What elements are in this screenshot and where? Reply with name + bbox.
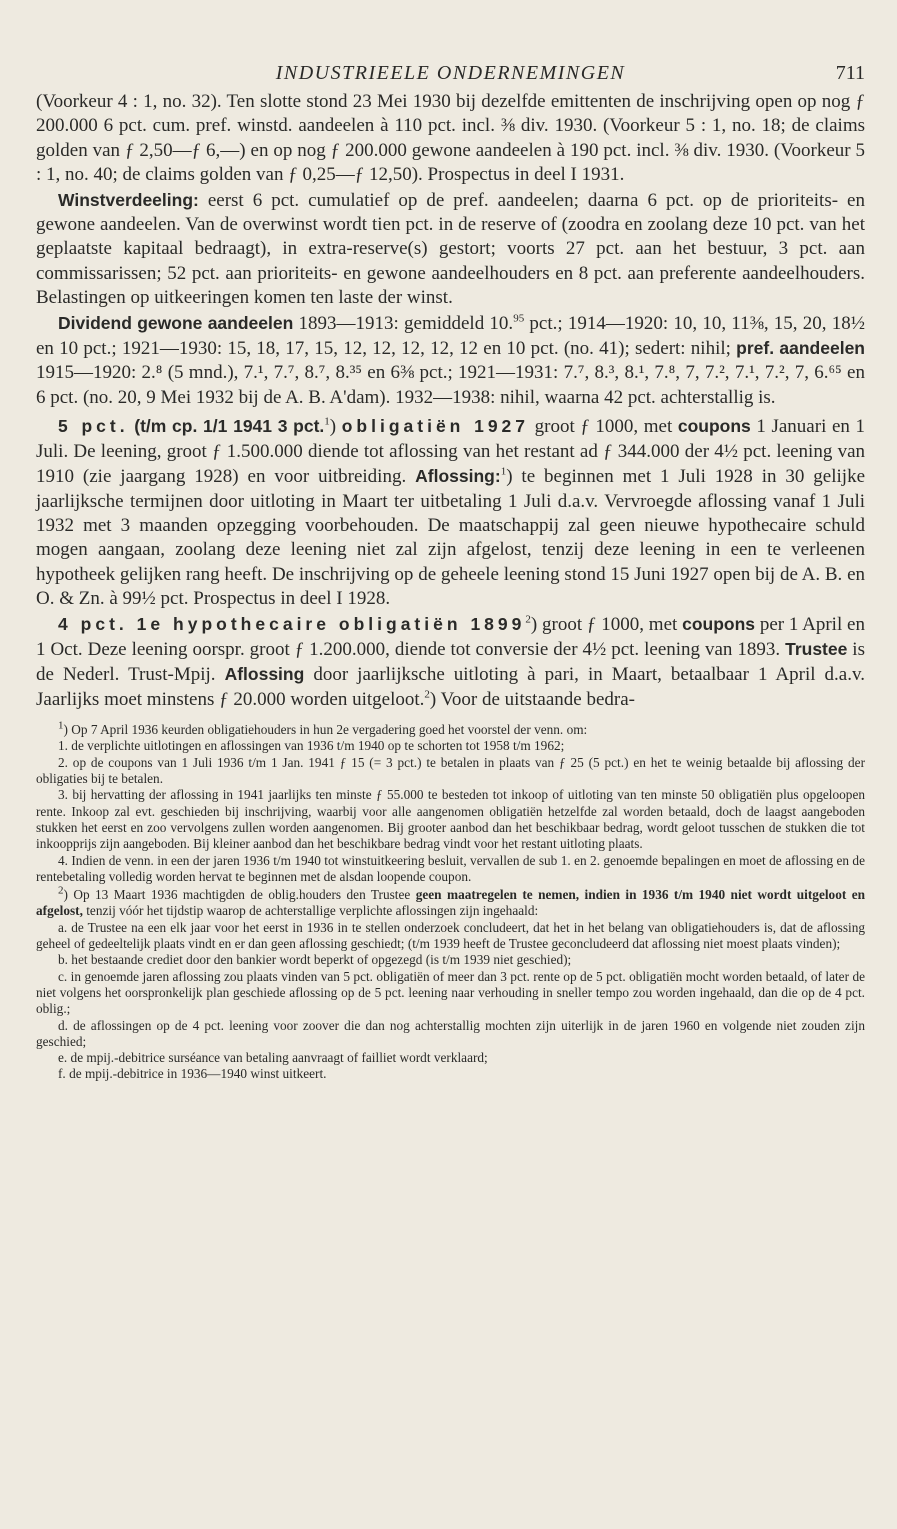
dividend-label: Dividend gewone aandeelen (58, 312, 294, 333)
footnote-2-text-a: ) Op 13 Maart 1936 machtigden de oblig.houders den Trustee (63, 887, 416, 903)
loan2-text-3: is de Nederl. Trust-Mpij. (36, 638, 865, 686)
loan1-coupons-label: coupons (677, 416, 751, 437)
footnote-1-intro (36, 719, 865, 738)
footnote-1-item: 1. de verplichte uitlotingen en aflossingen van 1936 t/m 1940 op te schorten tot 1958 t/m 1962; (58, 738, 565, 754)
footnote-1-text: ) Op 7 April 1936 keurden obligatiehouders in hun 2e vergadering goed het voorstel der venn. om: (63, 722, 588, 738)
body-text (36, 90, 865, 712)
footnote-2-item: f. de mpij.-debitrice in 1936—1940 winst uitkeert. (58, 1066, 327, 1082)
loan2-title: 4 pct. 1e hypothecaire obligatiën 1899 (58, 613, 526, 634)
paragraph-loan-1899 (36, 612, 865, 713)
loan2-text-5: ) Voor de uitstaande bedra- (429, 688, 635, 710)
loan1-close: ) (329, 416, 342, 438)
footnote-2-item: a. de Trustee na een elk jaar voor het eerst in 1936 in te stellen onderzoek concludeert, dat het in het belang van obligatiehouders is, dat de aflossing geheel of gedeeltelijk plaats vindt en er dan geen aflossing geschiedt; (t/m 1939 heeft de Trustee geconcludeerd dat aflossing niet moest plaats vinden); (36, 919, 865, 952)
winstverdeeling-text: eerst 6 pct. cumulatief op de pref. aandeelen; daarna 6 pct. op de prioriteits- en gewone aandeelen. Van de overwinst wordt tien pct. in de reserve of (zoodra en zoolang deze 10 pct. van het geplaatste kapitaal bedraagt), in extra-reserve(s) gestort; voorts 27 pct. aan het bestuur, 3 pct. aan commissarissen; 52 pct. aan prioriteits- en gewone aandeelhouders en 8 pct. aan preferente aandeelhouders. Belastingen op uitkeeringen komen ten laste der winst. (36, 189, 865, 309)
footnote-2-item: e. de mpij.-debitrice surséance van betaling aanvraagt of failliet wordt verklaard; (58, 1050, 488, 1066)
loan2-sup-2: 2 (424, 688, 430, 701)
loan1-aflossing-sup: 1 (500, 465, 507, 478)
footnotes (36, 719, 865, 1083)
footnote-1-item: 4. Indien de venn. in een der jaren 1936 t/m 1940 tot winstuitkeering besluit, vervallen de sub 1. en 2. genoemde bepalingen en moet de aflossing en de rentebetaling volledig worden hervat te beginnen met de alsdan loopende coupon. (36, 852, 865, 884)
loan2-coupons-label: coupons (682, 613, 756, 634)
loan2-sup: 2 (525, 613, 531, 626)
loan2-text-4: door jaarlijksche uitloting à pari, in Maart, betaalbaar 1 April d.a.v. Jaarlijks moet minstens ƒ 20.000 worden uitgeloot. (36, 664, 866, 710)
paragraph-loan-1927 (36, 414, 865, 611)
loan2-text-2: per 1 April en 1 Oct. Deze leening oorspr. groot ƒ 1.200.000, diende tot conversie der 4½ pct. leening van 1893. (36, 613, 865, 660)
footnote-2-text-b: tenzij vóór het tijdstip waarop de achterstallige verplichte aflossingen zijn ingehaald: (82, 903, 539, 919)
footnote-1-item: 3. bij hervatting der aflossing in 1941 jaarlijks ten minste ƒ 55.000 te besteden tot inkoop of uitloting van ten minste 50 obligatiën plus opgeloopen rente. Inkoop zal evt. geschieden bij inschrijving, waarbij voor alle aangenomen obligatiën hetzelfde zal worden betaald, doch de laagst aangeboden stukken het eerst en zoo vervolgens zullen worden aangenomen. Bij grooter aanbod dan het beschikbaar bedrag, wordt geloot tusschen de stukken die tot inkoopprijs zijn aangeboden. Bij kleiner aanbod dan het beschikbare bedrag vindt voor het restant uitloting plaats. (36, 787, 865, 852)
dividend-sup: 95 (513, 312, 525, 325)
loan2-aflossing-label: Aflossing (224, 664, 305, 685)
pref-label: pref. aandeelen (736, 338, 865, 359)
dividend-text-3: 1915—1920: 2.⁸ (5 mnd.), 7.¹, 7.⁷, 8.⁷, 8.³⁵ en 6⅜ pct.; 1921—1931: 7.⁷, 8.³, 8.¹, 7.⁸, 7, 7.², 7.¹, 7.², 7, 6.⁶⁵ en 6 pct. (no. 20, 9 Mei 1932 bij de A. B. A'dam). 1932—1938: nihil, waarna 42 pct. achterstallig is. (36, 362, 865, 408)
loan1-text-3: ) te beginnen met 1 Juli 1928 in 30 gelijke jaarlijksche termijnen door uitloting in Maart ter uitbetaling 1 Juli d.a.v. Vervroegde aflossing vanaf 1 Juli 1932 met 3 maanden opzegging voorbehouden. De maatschappij zal geen nieuwe hypothecaire schuld mogen aangaan, zoolang deze leening niet zal zijn afgelost, tenzij deze leening in een te verleenen hypotheek gelijken rang heeft. De inschrijving op de geheele leening stond 15 Juni 1927 open bij de A. B. en O. & Zn. à 99½ pct. Prospectus in deel I 1928. (36, 466, 865, 610)
footnote-1-item: 2. op de coupons van 1 Juli 1936 t/m 1 Jan. 1941 ƒ 15 (= 3 pct.) te betalen in plaats van ƒ 25 (5 pct.) en het te weinig betaalde bij aflossing der obligaties bij te betalen. (36, 754, 865, 787)
footnote-2-item: b. het bestaande crediet door den bankier wordt beperkt of opgezegd (is t/m 1939 niet geschied); (58, 952, 572, 968)
loan2-text-1: ) groot ƒ 1000, met (530, 613, 683, 635)
paragraph-winstverdeeling (36, 188, 865, 311)
loan1-text-2: 1 Januari en 1 Juli. De leening, groot ƒ 1.500.000 diende tot aflossing van het restant ad ƒ 344.000 der 4½ pct. leening van 1910 (zie jaargang 1928) en voor uitbreiding. (36, 416, 865, 488)
winstverdeeling-label: Winstverdeeling: (58, 189, 199, 210)
loan1-sup: 1 (324, 415, 330, 428)
loan1-note: (t/m cp. 1/1 1941 3 pct. (128, 416, 325, 437)
paragraph-dividend (36, 311, 865, 411)
footnote-2-item: d. de aflossingen op de 4 pct. leening voor zoover die dan nog achterstallig mochten zijn uiterlijk in de jaren 1960 en volgende niet zouden zijn geschied; (36, 1017, 865, 1049)
loan1-aflossing-label: Aflossing: (415, 466, 501, 487)
running-title: INDUSTRIEELE ONDERNEMINGEN (275, 62, 626, 84)
footnote-2-item: c. in genoemde jaren aflossing zou plaats vinden van 5 pct. obligatiën of meer dan 3 pct. rente op de 5 pct. obligatiën mocht worden betaald, of later de niet volgens het oorspronkelijk plan geschiede aflossing op de 5 pct. leening naar verhouding in sneller tempo zou worden ingehaald, dan die op de 4 pct. oblig.; (36, 968, 865, 1017)
footnote-2-mark: 2 (58, 884, 64, 897)
footnote-2-intro (36, 884, 865, 920)
running-header (36, 62, 865, 90)
dividend-text-2: pct.; 1914—1920: 10, 10, 11⅜, 15, 20, 18½ en 10 pct.; 1921—1930: 15, 18, 17, 15, 12, 12, 12, 12, 12 en 10 pct. (no. 41); sedert: nihil; (36, 312, 865, 360)
loan1-rate: 5 pct. (58, 416, 129, 437)
loan2-trustee-label: Trustee (785, 638, 848, 659)
footnote-2-bold: geen maatregelen te nemen, indien in 1936 t/m 1940 niet wordt uitgeloot en afgelost, (36, 887, 865, 919)
paragraph-issue: (Voorkeur 4 : 1, no. 32). Ten slotte stond 23 Mei 1930 bij dezelfde emittenten de inschrijving open op nog ƒ 200.000 6 pct. cum. pref. winstd. aandeelen à 110 pct. incl. ⅜ div. 1930. (Voorkeur 5 : 1, no. 18; de claims golden van ƒ 2,50—ƒ 6,—) en op nog ƒ 200.000 gewone aandeelen à 190 pct. incl. ⅜ div. 1930. (Voorkeur 5 : 1, no. 40; de claims golden van ƒ 0,25—ƒ 12,50). Prospectus in deel I 1931. (36, 91, 865, 186)
page-number: 711 (835, 62, 865, 84)
loan1-title: obligatiën 1927 (341, 416, 530, 437)
dividend-text-1: 1893—1913: gemiddeld 10. (293, 312, 514, 334)
loan1-text-1: groot ƒ 1000, met (529, 416, 678, 438)
footnote-1-mark: 1 (58, 719, 64, 732)
